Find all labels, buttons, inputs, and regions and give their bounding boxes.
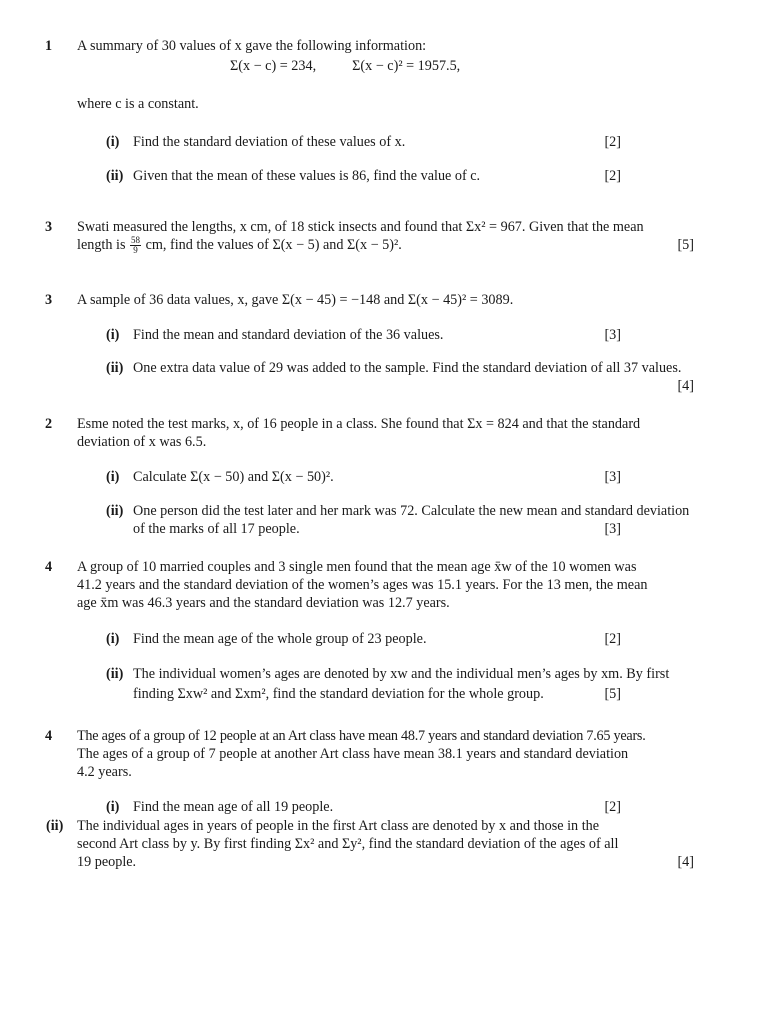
- fraction: $\frac{58}{9}$: [131, 235, 141, 256]
- question-number: 3: [45, 219, 53, 235]
- marks: [4]: [677, 378, 694, 394]
- marks: [4]: [677, 854, 694, 870]
- question-stem-line-1: A group of 10 married couples and 3 single men found that the mean age x̄w of the 10 women was: [77, 559, 637, 575]
- given-equations: [230, 57, 460, 75]
- marks: [5]: [677, 237, 694, 253]
- part-text: Given that the mean of these values is 86, find the value of c.: [133, 168, 481, 184]
- part-ii: [77, 167, 695, 185]
- marks: [2]: [604, 631, 621, 647]
- question-stem-line-3: 4.2 years.: [77, 764, 132, 780]
- question-number: 1: [45, 38, 53, 54]
- part-i: [77, 133, 695, 151]
- marks: [2]: [604, 134, 621, 150]
- question-stem-line-1: Swati measured the lengths, x cm, of 18 stick insects and found that Σx² = 967. Given that the mean: [77, 219, 644, 235]
- question-number: 4: [45, 559, 53, 575]
- part-i: (i) Find the mean age of the whole group of 23 people. [2]: [106, 631, 621, 647]
- part-ii: (ii) One extra data value of 29 was added to the sample. Find the standard deviation of all 37 values.: [106, 360, 682, 376]
- part-text: Find the standard deviation of these values of x.: [133, 134, 406, 150]
- marks: [5]: [604, 686, 621, 702]
- part-ii: (ii) One person did the test later and her mark was 72. Calculate the new mean and standard deviation: [106, 503, 690, 519]
- part-i: (i) Find the mean and standard deviation of the 36 values. [3]: [106, 327, 621, 343]
- part-i: (i) Find the mean age of all 19 people. [2]: [106, 799, 621, 815]
- question-stem-line-1: The ages of a group of 12 people at an Art class have mean 48.7 years and standard deviation 7.65 years.: [77, 728, 646, 744]
- worksheet-page: 1 A summary of 30 values of x gave the following information: Σ(x − c) = 234, Σ(x − c)² = 1957.5, where c is a constant. (i) Find the standard deviation of these values of x. [2] (ii) Given that the mean of these values is 86, find the value of c. [2] 3 Swati measured the lengths, x cm, of 18 stick insects and found that Σx² = 967. Given that the mean length is $\frac{58}{9}$ cm, find the values of Σ(x − 5) and Σ(x − 5)². [5] 3 A sample of 36 data values, x, gave Σ(x − 45) = −148 and Σ(x − 45)² = 3089. (i) Find the mean and standard deviation of the 36 values. [3] (ii) One extra data value of 29 was added to the sample. Find the standard deviation of all 37 values. [4] 2 Esme noted the test marks, x, of 16 people in a class. She found that Σx = 824 and that the standard deviation of x was 6.5. (i) Calculate Σ(x − 50) and Σ(x − 50)². [3] (ii) One person did the test later and her mark was 72. Calculate the new mean and standard deviation of the marks of all 17 people. [3] 4 A group of 10 married couples and 3 single men found that the mean age x̄w of the 10 women was 41.2 years and the standard deviation of the women’s ages was 15.1 years. For the 13 men, the mean age x̄m was 46.3 years and the standard deviation was 12.7 years. (i) Find the mean age of the whole group of 23 people. [2] (ii) The individual women’s ages are denoted by xw and the individual men’s ages by xm. By first finding Σxw² and Σxm², find the standard deviation for the whole group. [5] 4 The ages of a group of 12 people at an Art class have mean 48.7 years and standard deviation 7.65 years. The ages of a group of 7 people at another Art class have mean 38.1 years and standard deviation 4.2 years. (i) Find the mean age of all 19 people. [2] (ii) The individual ages in years of people in the first Art class are denoted by x and those in the second Art class by y. By first finding Σx² and Σy², find the standard deviation of the ages of all 19 people. [4]: [0, 0, 768, 1024]
- part-i: (i) Calculate Σ(x − 50) and Σ(x − 50)². [3]: [106, 469, 621, 485]
- marks: [3]: [604, 521, 621, 537]
- question-stem-line-2: 41.2 years and the standard deviation of the women’s ages was 15.1 years. For the 13 men, the mean: [77, 577, 648, 593]
- question-number: 4: [45, 728, 53, 744]
- question-stem: A sample of 36 data values, x, gave Σ(x − 45) = −148 and Σ(x − 45)² = 3089.: [77, 292, 514, 308]
- part-label: (ii): [106, 168, 124, 184]
- part-ii: (ii) The individual ages in years of people in the first Art class are denoted by x and those in the: [46, 818, 600, 834]
- marks: [3]: [604, 469, 621, 485]
- question-stem-line-1: Esme noted the test marks, x, of 16 people in a class. She found that Σx = 824 and that the standard: [77, 416, 641, 432]
- marks: [3]: [604, 327, 621, 343]
- question-note: where c is a constant.: [77, 96, 199, 112]
- equation-sum: Σ(x − c) = 234,: [230, 58, 317, 74]
- question-stem-line-2: length is $\frac{58}{9}$ cm, find the values of Σ(x − 5) and Σ(x − 5)².: [77, 235, 402, 256]
- equation-sum-squares: Σ(x − c)² = 1957.5,: [352, 58, 461, 74]
- marks: [2]: [604, 799, 621, 815]
- question-stem-line-2: deviation of x was 6.5.: [77, 434, 207, 450]
- question-number: 3: [45, 292, 53, 308]
- question-stem-line-3: age x̄m was 46.3 years and the standard deviation was 12.7 years.: [77, 595, 450, 611]
- question-number: 2: [45, 416, 53, 432]
- part-ii: (ii) The individual women’s ages are denoted by xw and the individual men’s ages by xm. By first: [106, 666, 670, 682]
- part-label: (i): [106, 134, 120, 150]
- question-stem: A summary of 30 values of x gave the following information:: [77, 38, 427, 54]
- marks: [2]: [604, 168, 621, 184]
- question-stem-line-2: The ages of a group of 7 people at another Art class have mean 38.1 years and standard deviation: [77, 746, 629, 762]
